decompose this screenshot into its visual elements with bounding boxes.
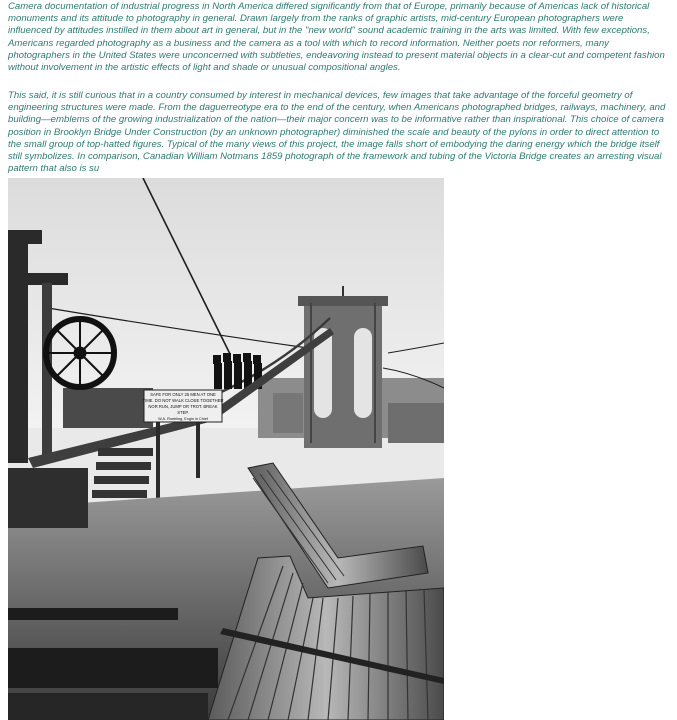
sign-line-4: STEP. bbox=[177, 410, 189, 415]
sign-line-3: NOR RUN, JUMP OR TROT. BREAK bbox=[148, 404, 218, 409]
sign-line-2: TIME. DO NOT WALK CLOSE TOGETHER bbox=[142, 398, 224, 403]
warning-sign bbox=[142, 390, 223, 422]
sign-line-5: W.A. Roebling, Engin in Chief bbox=[158, 417, 208, 421]
bridge-tower bbox=[298, 286, 388, 448]
brooklyn-bridge-construction-photo bbox=[8, 178, 444, 720]
paragraph-2: This said, it is still curious that in a country consumed by interest in mechanical devices, few images that take advantage of the forceful geometry of engineering structures were made. From the daguerreotype era to the end of the century, when Americans photographed bridges, railways, machinery, and building—emblems of the growing industrialization of the nation—their major concern was to be informative rather than inspirational. This choice of camera position in Brooklyn Bridge Under Construction (by an unknown photographer) diminished the scale and beauty of the pylons in order to direct attention to the small group of top-hatted figures. Typical of the many views of this project, the image falls short of embodying the daring energy which the bridge itself still symbolizes. In comparison, Canadian William Notmans 1859 photograph of the framework and tubing of the Victoria Bridge creates an arresting visual pattern that also is su bbox=[8, 90, 666, 175]
cable-wheel bbox=[46, 319, 114, 387]
paragraph-1: Camera documentation of industrial progress in North America differed significantly from that of Europe, primarily because of Americas lack of historical monuments and its attitude to photography in general. Drawn largely from the ranks of graphic artists, mid-century European photographers were influenced by attitudes instilled in them about art in general, but in the "new world" sound academic training in the arts was limited. With few exceptions, Americans regarded photography as a business and the camera as a tool with which to record information. Neither poets nor reformers, many photographers in the United States were unconcerned with subtleties, endeavoring instead to present material objects in a clear-cut and competent fashion without involvement in the artistic effects of light and shade or unusual compositional angles. bbox=[8, 1, 665, 74]
sign-line-1: SAFE FOR ONLY 25 MEN AT ONE bbox=[150, 392, 216, 397]
